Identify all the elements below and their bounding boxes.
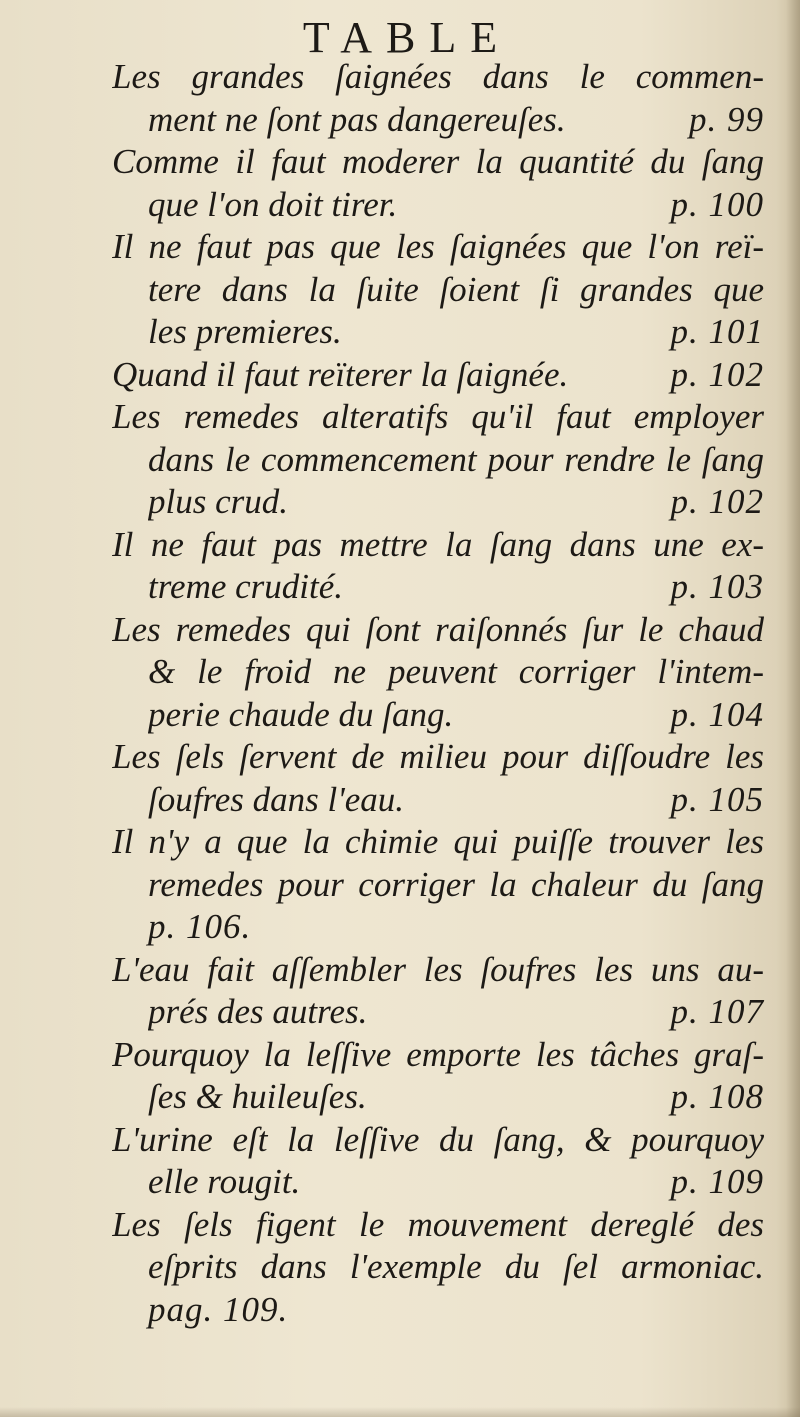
entry-line bbox=[0, 864, 800, 907]
entry-text: ſes & huileuſes. bbox=[148, 1077, 367, 1116]
entry-line bbox=[0, 99, 800, 142]
entry-text: tere dans la ſuite ſoient ſi grandes que bbox=[148, 269, 764, 309]
entry-text: L'urine eſt la leſſive du ſang, & pourquoy bbox=[112, 1119, 764, 1159]
toc-entry bbox=[0, 736, 800, 821]
entry-text: Il n'y a que la chimie qui puiſſe trouver les bbox=[112, 822, 764, 861]
entry-text: plus crud. bbox=[148, 482, 288, 521]
entry-text: Les grandes ſaignées dans le commen- bbox=[112, 57, 764, 96]
entry-text: Il ne faut pas mettre la ſang dans une ex- bbox=[112, 524, 764, 564]
entry-line bbox=[0, 226, 800, 269]
entry-text: Les ſels ſervent de milieu pour diſſoudre les bbox=[112, 737, 764, 776]
entry-text: Les ſels figent le mouvement dereglé des bbox=[112, 1204, 764, 1244]
toc-entry bbox=[0, 56, 800, 141]
entry-line bbox=[0, 1076, 800, 1119]
page-reference: p. 108 bbox=[670, 1077, 764, 1116]
entry-text: Il ne faut pas que les ſaignées que l'on reï- bbox=[112, 227, 764, 266]
toc-entry bbox=[0, 1119, 800, 1204]
entry-text: & le froid ne peuvent corriger l'intem- bbox=[148, 652, 764, 691]
entry-line bbox=[0, 1161, 800, 1204]
entry-text: Pourquoy la leſſive emporte les tâches graſ- bbox=[112, 1034, 764, 1074]
entry-line bbox=[0, 141, 800, 184]
entry-text: L'eau fait aſſembler les ſoufres les uns au- bbox=[112, 949, 764, 989]
entry-text: eſprits dans l'exemple du ſel armoniac. bbox=[148, 1247, 764, 1286]
entry-line bbox=[0, 736, 800, 779]
entry-text: Quand il faut reïterer la ſaignée. bbox=[112, 354, 569, 394]
entry-text: que l'on doit tirer. bbox=[148, 184, 398, 224]
entry-line bbox=[0, 184, 800, 227]
entry-line bbox=[0, 56, 800, 99]
entry-line bbox=[0, 269, 800, 312]
entry-text: elle rougit. bbox=[148, 1162, 301, 1201]
entry-line bbox=[0, 566, 800, 609]
entry-line bbox=[0, 906, 800, 949]
entry-line bbox=[0, 481, 800, 524]
toc-entry bbox=[0, 226, 800, 354]
page-reference: p. 106. bbox=[148, 907, 252, 946]
page-reference: p. 102 bbox=[670, 354, 764, 394]
entry-line bbox=[0, 439, 800, 482]
toc-entry bbox=[0, 396, 800, 524]
page-reference: p. 100 bbox=[670, 184, 764, 224]
entry-line bbox=[0, 1204, 800, 1247]
entry-line bbox=[0, 694, 800, 737]
entry-line bbox=[0, 311, 800, 354]
entry-line bbox=[0, 524, 800, 567]
toc-entry bbox=[0, 609, 800, 737]
entry-line bbox=[0, 354, 800, 397]
entry-line bbox=[0, 949, 800, 992]
toc-entry bbox=[0, 949, 800, 1034]
page-reference: p. 109 bbox=[670, 1162, 764, 1201]
entry-line bbox=[0, 396, 800, 439]
running-head: TABLE bbox=[302, 13, 512, 62]
page-reference: p. 103 bbox=[670, 567, 764, 606]
toc-entry bbox=[0, 1034, 800, 1119]
entry-text: treme crudité. bbox=[148, 567, 344, 606]
toc-entry bbox=[0, 821, 800, 949]
page-reference: p. 105 bbox=[670, 779, 764, 819]
page-reference: p. 104 bbox=[670, 694, 764, 734]
entry-text: Les remedes qui ſont raiſonnés ſur le chaud bbox=[112, 609, 764, 649]
page-edge-shadow bbox=[786, 0, 800, 1417]
page-reference: pag. 109. bbox=[148, 1289, 289, 1329]
entry-line bbox=[0, 1034, 800, 1077]
entry-line bbox=[0, 1289, 800, 1332]
page-reference: p. 101 bbox=[670, 312, 764, 351]
toc-entry bbox=[0, 354, 800, 397]
entry-text: prés des autres. bbox=[148, 992, 368, 1031]
toc-entry bbox=[0, 1204, 800, 1332]
page-reference: p. 99 bbox=[689, 99, 764, 139]
entry-text: ment ne ſont pas dangereuſes. bbox=[148, 99, 566, 139]
entry-text: les premieres. bbox=[148, 312, 342, 351]
entry-line bbox=[0, 1246, 800, 1289]
page-reference: p. 102 bbox=[670, 482, 764, 521]
entry-text: Comme il faut moderer la quantité du ſang bbox=[112, 142, 764, 181]
entry-text: remedes pour corriger la chaleur du ſang bbox=[148, 864, 764, 904]
toc-entry bbox=[0, 141, 800, 226]
entry-line bbox=[0, 779, 800, 822]
toc-entry bbox=[0, 524, 800, 609]
entry-line bbox=[0, 651, 800, 694]
entry-line bbox=[0, 821, 800, 864]
entry-line bbox=[0, 1119, 800, 1162]
entry-text: ſoufres dans l'eau. bbox=[148, 779, 405, 819]
page-bottom-shadow bbox=[0, 1407, 800, 1417]
page-reference: p. 107 bbox=[670, 992, 764, 1031]
table-of-contents bbox=[0, 56, 800, 1406]
entry-line bbox=[0, 609, 800, 652]
entry-text: Les remedes alteratifs qu'il faut employer bbox=[112, 397, 764, 436]
entry-text: dans le commencement pour rendre le ſang bbox=[148, 439, 764, 479]
entry-text: perie chaude du ſang. bbox=[148, 694, 454, 734]
entry-line bbox=[0, 991, 800, 1034]
